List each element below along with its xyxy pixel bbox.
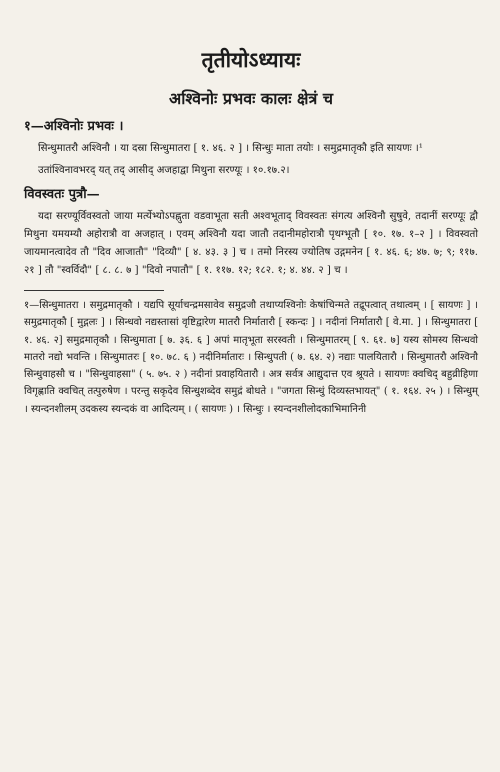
section-2-heading: विवस्वतः पुत्रौ— [24,187,100,202]
section-1-paragraph-2: उतांश्विनावभरद् यत् तद् आसीद् अजहाद्वा मिथुना सरण्यूः । १०.१७.२। [38,165,290,176]
footnote: १—सिन्धुमातरा । समुद्रमातृकौ । यद्यपि सूर्याचन्द्रमसावेव समुद्रजौ तथाप्यश्विनोः केषांचिन्मते तद्रूपत्वात् तथात्वम् । [ सायणः ] । समुद्रमातृकौ [ मुद्गलः ] । सिन्धवो नद्यस्तासां वृष्टिद्वारेण मातरौ निर्मातारौ [ स्कन्दः ] । नदीनां निर्मातारौ [ वे.मा. ] । सिन्धुमातरा [ १. ४६. २] समुद्रमातृकौ । सिन्धुमाता [ ७. ३६. ६ ] अपां मातृभूता सरस्वती । सिन्धुमातरम् [ ९. ६१. ७] यस्य सोमस्य सिन्धवो मातरो नद्यो भवन्ति । सिन्धुमातरः [ १०. ७८. ६ ) नदीनिर्मातारः । सिन्धुपती ( ७. ६४. २) नद्याः पालयितारौ । सिन्धुमातरौ अश्विनौ सिन्धुवाहसौ च । "सिन्धुवाहसा" ( ५. ७५. २ ) नदीनां प्रवाहयितारौ । अत्र सर्वत्र आद्युदात्त एव श्रूयते । सायणः क्वचिद् बहुव्रीहिणा विगृह्णाति क्वचित् तत्पुरुषेण । परन्तु सकृदेव सिन्धुशब्देव समुद्रं बोधते । "जगता सिन्धुं दिव्यस्तभायत्" ( १. १६४. २५ ) । सिन्धुम् । स्यन्दनशीलम् उदकस्य स्यन्दकं वा आदित्यम् । ( सायणः ) । सिन्धुः । स्यन्दनशीलोदकाभिमानिनी [24,300,478,415]
chapter-title: तृतीयोऽध्यायः [201,47,301,72]
section-1-heading: १—अश्विनोः प्रभवः । [24,119,124,134]
section-2-paragraph: यदा सरण्यूर्विवस्वतो जाया मर्त्येभ्योऽपह्नुता वडवाभूता सती अश्वभूताद् विवस्वतः संगत्य अश्विनौ सुषुवे, तदानीं सरण्यूः द्वौ मिथुना यमयम्यौ अहोरात्रौ वा अजहात् । एवम् अश्विनौ यदा जातौ तदानीमहोरात्रौ पृथग्भूतौ [ १०. १७. १–२ ] । विवस्वतो जायमानत्वादेव तौ "दिव आजातौ" "दिव्यौ" [ ४. ४३. ३ ] च । तमो निरस्य ज्योतिष उद्गमनेन [ १. ४६. ६; ४७. ७; ९; ११७. २१ ] तौ "स्वर्विदौ" [ ८. ८. ७ ] "दिवो नपातौ" [ १. ११७. १२; १८२. १; ४. ४४. २ ] च । [24,211,478,276]
footnote-divider [24,290,164,291]
section-title: अश्विनोः प्रभवः कालः क्षेत्रं च [168,89,334,108]
section-1-paragraph-1: सिन्धुमातरौ अश्विनौ । या दस्रा सिन्धुमातरा [ १. ४६. २ ] । सिन्धुः माता तयोः । समुद्रमातृकौ इति सायणः ।¹ [38,143,423,154]
